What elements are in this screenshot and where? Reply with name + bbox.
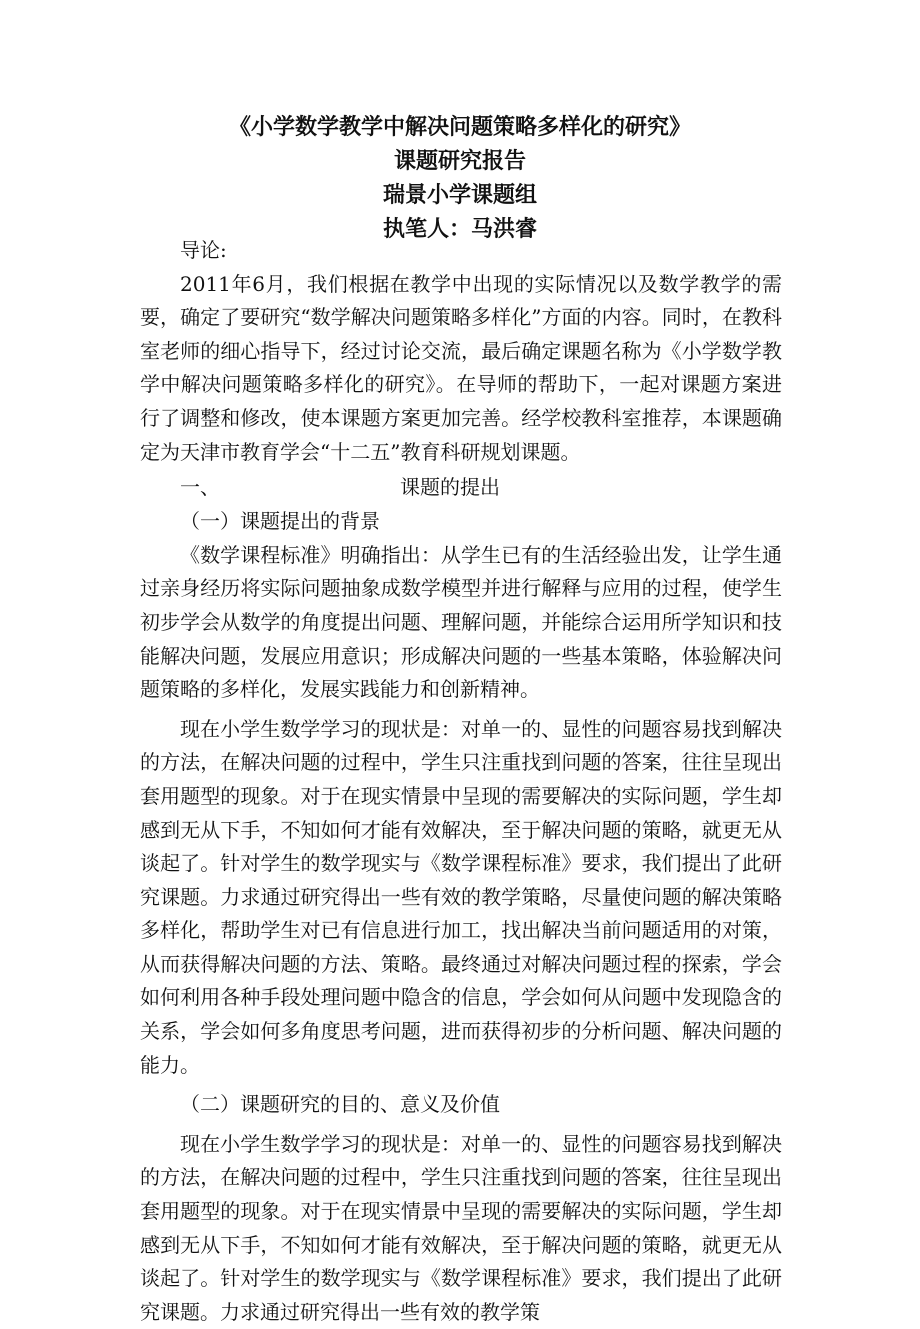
author-line: 执笔人：马洪睿: [382, 216, 537, 242]
section-title: 课题的提出: [400, 475, 500, 500]
subsection-heading-purpose: （二）课题研究的目的、意义及价值: [180, 1092, 500, 1117]
title-block: [0, 110, 920, 246]
intro-label: 导论:: [180, 238, 227, 262]
document-title: 《小学数学教学中解决问题策略多样化的研究》: [228, 114, 691, 140]
background-paragraph-1: 《数学课程标准》明确指出：从学生已有的生活经验出发，让学生通过亲身经历将实际问题抽象成数学模型并进行解释与应用的过程，使学生初步学会从数学的角度提出问题、理解问题，并能综合运用所学知识和技能解决问题，发展应用意识；形成解决问题的一些基本策略，体验解决问题策略的多样化，发展实践能力和创新精神。: [140, 542, 782, 702]
section-number: 一、: [180, 475, 220, 500]
purpose-paragraph-1: 现在小学生数学学习的现状是：对单一的、显性的问题容易找到解决的方法，在解决问题的过程中，学生只注重找到问题的答案，往往呈现出套用题型的现象。对于在现实情景中呈现的需要解决的实际问题，学生却感到无从下手，不知如何才能有效解决，至于解决问题的策略，就更无从谈起了。针对学生的数学现实与《数学课程标准》要求，我们提出了此研究课题。力求通过研究得出一些有效的教学策: [140, 1131, 782, 1324]
intro-paragraph: 2011年6月，我们根据在教学中出现的实际情况以及数学教学的需要，确定了要研究“数学解决问题策略多样化”方面的内容。同时，在教科室老师的细心指导下，经过讨论交流，最后确定课题名称为《小学数学教学中解决问题策略多样化的研究》。在导师的帮助下，一起对课题方案进行了调整和修改，使本课题方案更加完善。经学校教科室推荐，本课题确定为天津市教育学会“十二五”教育科研规划课题。: [140, 271, 782, 464]
research-group: 瑞景小学课题组: [382, 182, 537, 208]
document-subtitle: 课题研究报告: [393, 148, 526, 174]
background-paragraph-2: 现在小学生数学学习的现状是：对单一的、显性的问题容易找到解决的方法，在解决问题的过程中，学生只注重找到问题的答案，往往呈现出套用题型的现象。对于在现实情景中呈现的需要解决的实际问题，学生却感到无从下手，不知如何才能有效解决，至于解决问题的策略，就更无从谈起了。针对学生的数学现实与《数学课程标准》要求，我们提出了此研究课题。力求通过研究得出一些有效的教学策略，尽量使问题的解决策略多样化，帮助学生对已有信息进行加工，找出解决当前问题适用的对策，从而获得解决问题的方法、策略。最终通过对解决问题过程的探索，学会如何利用各种手段处理问题中隐含的信息，学会如何从问题中发现隐含的关系，学会如何多角度思考问题，进而获得初步的分析问题、解决问题的能力。: [140, 716, 782, 1077]
section-heading: [140, 471, 782, 505]
subsection-heading-background: （一）课题提出的背景: [180, 509, 380, 534]
document-body: [140, 234, 782, 1329]
